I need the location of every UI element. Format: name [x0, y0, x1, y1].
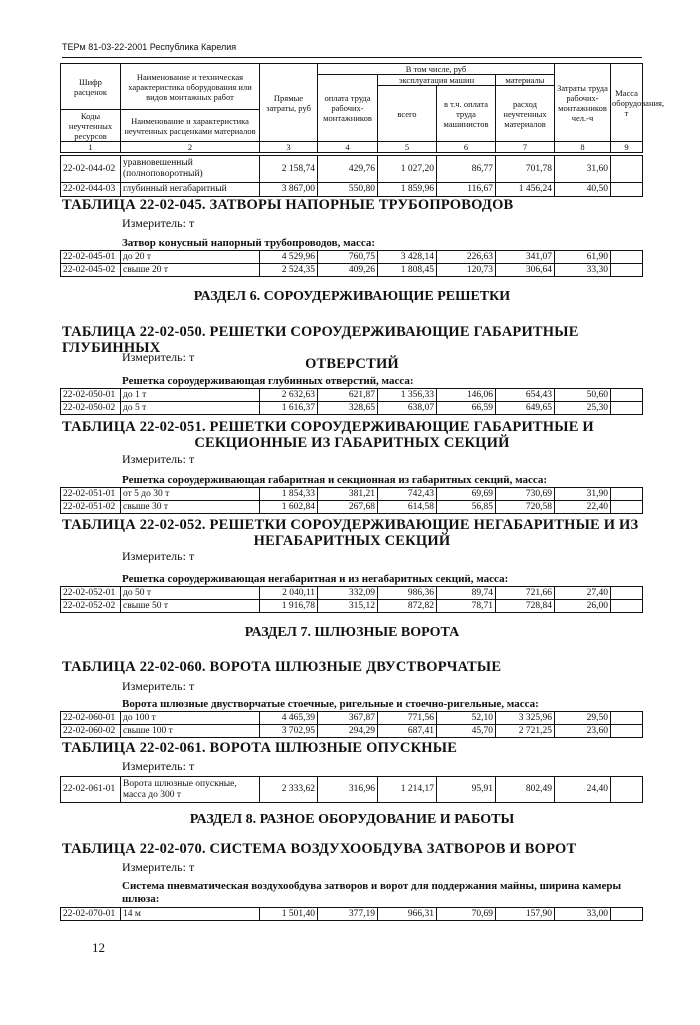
rows-044 — [60, 155, 643, 197]
row-mass — [611, 908, 643, 921]
row-machinist: 146,06 — [437, 389, 496, 402]
rows-050 — [60, 388, 643, 415]
row-machinist: 56,85 — [437, 501, 496, 514]
col-materials-header: материалы — [496, 75, 555, 86]
row-name: до 50 т — [121, 587, 260, 600]
table-061-measure: Измеритель: т — [122, 759, 195, 773]
table-052-title-line1: ТАБЛИЦА 22-02-052. РЕШЕТКИ СОРОУДЕРЖИВАЮЩИЕ НЕГАБАРИТНЫЕ И ИЗ — [62, 517, 639, 533]
row-machinist: 120,73 — [437, 264, 496, 277]
row-pay: 332,09 — [318, 587, 378, 600]
row-code: 22-02-050-02 — [61, 402, 121, 415]
row-machinist: 69,69 — [437, 488, 496, 501]
table-row — [61, 389, 643, 402]
table-row — [61, 712, 643, 725]
row-pay: 381,21 — [318, 488, 378, 501]
running-header: ТЕРм 81-03-22-2001 Республика Карелия — [62, 42, 237, 52]
row-code: 22-02-060-01 — [61, 712, 121, 725]
table-row — [61, 587, 643, 600]
row-name: до 1 т — [121, 389, 260, 402]
col-name-res-header: Наименование и характеристика неучтенных расценками материалов — [121, 110, 260, 142]
row-name: свыше 30 т — [121, 501, 260, 514]
row-name: до 5 т — [121, 402, 260, 415]
table-070-group: Система пневматическая воздухообдува затворов и ворот для поддержания майны, ширина камеры шлюза: — [122, 880, 622, 905]
col-code-header: Шифр расценок — [61, 64, 121, 110]
row-direct: 1 501,40 — [260, 908, 318, 921]
row-machinist: 70,69 — [437, 908, 496, 921]
section-6-heading: РАЗДЕЛ 6. СОРОУДЕРЖИВАЮЩИЕ РЕШЕТКИ — [193, 289, 511, 304]
row-direct: 1 916,78 — [260, 600, 318, 613]
row-mass — [611, 183, 643, 197]
row-mass — [611, 156, 643, 183]
row-code: 22-02-052-01 — [61, 587, 121, 600]
table-045-measure: Измеритель: т — [122, 216, 195, 230]
row-name: свыше 20 т — [121, 264, 260, 277]
row-direct: 4 529,96 — [260, 251, 318, 264]
row-total: 1 214,17 — [378, 777, 437, 803]
page-number: 12 — [92, 940, 105, 955]
col-num: 1 — [61, 142, 121, 153]
row-code: 22-02-045-02 — [61, 264, 121, 277]
rows-070 — [60, 907, 643, 921]
row-labor: 31,90 — [555, 488, 611, 501]
row-pay: 621,87 — [318, 389, 378, 402]
row-code: 22-02-060-02 — [61, 725, 121, 738]
col-name-header: Наименование и техническая характеристика оборудования или видов монтажных работ — [121, 64, 260, 110]
row-pay: 550,80 — [318, 183, 378, 197]
row-materials: 721,66 — [496, 587, 555, 600]
table-052-title — [62, 517, 642, 549]
table-row — [61, 402, 643, 415]
row-mass — [611, 725, 643, 738]
col-num: 6 — [437, 142, 496, 153]
row-name: до 100 т — [121, 712, 260, 725]
row-mass — [611, 389, 643, 402]
col-total-header: всего — [378, 86, 437, 142]
row-materials: 649,65 — [496, 402, 555, 415]
table-row — [61, 264, 643, 277]
row-materials: 720,58 — [496, 501, 555, 514]
row-machinist: 52,10 — [437, 712, 496, 725]
row-materials: 728,84 — [496, 600, 555, 613]
row-total: 1 356,33 — [378, 389, 437, 402]
table-051-title-line2: СЕКЦИОННЫЕ ИЗ ГАБАРИТНЫХ СЕКЦИЙ — [194, 435, 510, 451]
row-code: 22-02-050-01 — [61, 389, 121, 402]
row-name: 14 м — [121, 908, 260, 921]
table-row — [61, 251, 643, 264]
row-name: Ворота шлюзные опускные, масса до 300 т — [121, 777, 260, 803]
row-machinist: 95,91 — [437, 777, 496, 803]
col-incl-header: В том числе, руб — [318, 64, 555, 75]
row-labor: 33,30 — [555, 264, 611, 277]
row-total: 1 027,20 — [378, 156, 437, 183]
table-060-measure: Измеритель: т — [122, 679, 195, 693]
row-direct: 1 602,84 — [260, 501, 318, 514]
row-pay: 316,96 — [318, 777, 378, 803]
row-code: 22-02-045-01 — [61, 251, 121, 264]
col-num: 5 — [378, 142, 437, 153]
table-row — [61, 600, 643, 613]
col-machinist-header: в т.ч. оплата труда машинистов — [437, 86, 496, 142]
row-code: 22-02-051-01 — [61, 488, 121, 501]
row-direct: 2 158,74 — [260, 156, 318, 183]
row-mass — [611, 501, 643, 514]
col-num: 2 — [121, 142, 260, 153]
row-materials: 730,69 — [496, 488, 555, 501]
row-total: 771,56 — [378, 712, 437, 725]
table-row — [61, 777, 643, 803]
row-labor: 50,60 — [555, 389, 611, 402]
row-total: 687,41 — [378, 725, 437, 738]
row-labor: 24,40 — [555, 777, 611, 803]
rows-051 — [60, 487, 643, 514]
row-direct: 2 040,11 — [260, 587, 318, 600]
row-code: 22-02-051-02 — [61, 501, 121, 514]
row-name: уравновешенный (полноповоротный) — [121, 156, 260, 183]
row-pay: 267,68 — [318, 501, 378, 514]
col-exploit-header: эксплуатация машин — [378, 75, 496, 86]
col-num: 4 — [318, 142, 378, 153]
row-materials: 701,78 — [496, 156, 555, 183]
row-machinist: 66,59 — [437, 402, 496, 415]
row-materials: 654,43 — [496, 389, 555, 402]
row-pay: 377,19 — [318, 908, 378, 921]
table-045-title: ТАБЛИЦА 22-02-045. ЗАТВОРЫ НАПОРНЫЕ ТРУБОПРОВОДОВ — [62, 197, 514, 213]
row-materials: 1 456,24 — [496, 183, 555, 197]
table-070-measure: Измеритель: т — [122, 860, 195, 874]
row-name: от 5 до 30 т — [121, 488, 260, 501]
row-mass — [611, 600, 643, 613]
table-050-title-line2: ОТВЕРСТИЙ — [305, 356, 399, 372]
row-materials: 802,49 — [496, 777, 555, 803]
table-050-title-line1: ТАБЛИЦА 22-02-050. РЕШЕТКИ СОРОУДЕРЖИВАЮЩИЕ ГАБАРИТНЫЕ ГЛУБИННЫХ — [62, 324, 579, 356]
row-total: 614,58 — [378, 501, 437, 514]
row-code: 22-02-061-01 — [61, 777, 121, 803]
row-mass — [611, 251, 643, 264]
row-mass — [611, 777, 643, 803]
row-mass — [611, 712, 643, 725]
col-labor-header: Затраты труда рабочих-монтажников чел.-ч — [555, 64, 611, 142]
row-materials: 341,07 — [496, 251, 555, 264]
row-labor: 33,00 — [555, 908, 611, 921]
row-mass — [611, 587, 643, 600]
table-052-group: Решетка сороудерживающая негабаритная и из негабаритных секций, масса: — [122, 573, 509, 585]
row-pay: 760,75 — [318, 251, 378, 264]
row-direct: 2 632,63 — [260, 389, 318, 402]
row-labor: 25,30 — [555, 402, 611, 415]
row-machinist: 78,71 — [437, 600, 496, 613]
row-code: 22-02-044-03 — [61, 183, 121, 197]
row-code: 22-02-044-02 — [61, 156, 121, 183]
table-row — [61, 488, 643, 501]
col-pay-header: оплата труда рабочих-монтажников — [318, 75, 378, 142]
row-name: глубинный негабаритный — [121, 183, 260, 197]
table-051-group: Решетка сороудерживающая габаритная и секционная из габаритных секций, масса: — [122, 474, 548, 486]
table-051-title-line1: ТАБЛИЦА 22-02-051. РЕШЕТКИ СОРОУДЕРЖИВАЮЩИЕ ГАБАРИТНЫЕ И — [62, 419, 594, 435]
row-labor: 40,50 — [555, 183, 611, 197]
table-052-measure: Измеритель: т — [122, 549, 195, 563]
section-8-heading: РАЗДЕЛ 8. РАЗНОЕ ОБОРУДОВАНИЕ И РАБОТЫ — [189, 812, 515, 827]
row-pay: 429,76 — [318, 156, 378, 183]
row-total: 1 859,96 — [378, 183, 437, 197]
row-total: 966,31 — [378, 908, 437, 921]
row-materials: 2 721,25 — [496, 725, 555, 738]
col-num: 3 — [260, 142, 318, 153]
row-labor: 29,50 — [555, 712, 611, 725]
row-total: 872,82 — [378, 600, 437, 613]
row-labor: 61,90 — [555, 251, 611, 264]
col-codes-res-header: Коды неучтенных ресурсов — [61, 110, 121, 142]
row-code: 22-02-052-02 — [61, 600, 121, 613]
row-pay: 328,65 — [318, 402, 378, 415]
row-labor: 27,40 — [555, 587, 611, 600]
row-direct: 2 333,62 — [260, 777, 318, 803]
col-num: 8 — [555, 142, 611, 153]
col-num: 7 — [496, 142, 555, 153]
col-mass-header: Масса оборудования, т — [611, 64, 643, 142]
row-name: до 20 т — [121, 251, 260, 264]
row-code: 22-02-070-01 — [61, 908, 121, 921]
row-mass — [611, 264, 643, 277]
row-labor: 23,60 — [555, 725, 611, 738]
rows-061 — [60, 776, 643, 803]
row-mass — [611, 402, 643, 415]
row-direct: 1 616,37 — [260, 402, 318, 415]
rows-060 — [60, 711, 643, 738]
table-050-group: Решетка сороудерживающая глубинных отверстий, масса: — [122, 375, 414, 387]
table-060-group: Ворота шлюзные двустворчатые стоечные, ригельные и стоечно-ригельные, масса: — [122, 698, 539, 710]
col-num: 9 — [611, 142, 643, 153]
row-machinist: 116,67 — [437, 183, 496, 197]
row-labor: 31,60 — [555, 156, 611, 183]
table-row — [61, 183, 643, 197]
row-mass — [611, 488, 643, 501]
table-051-measure: Измеритель: т — [122, 452, 195, 466]
row-machinist: 45,70 — [437, 725, 496, 738]
row-machinist: 226,63 — [437, 251, 496, 264]
row-materials: 157,90 — [496, 908, 555, 921]
table-061-title: ТАБЛИЦА 22-02-061. ВОРОТА ШЛЮЗНЫЕ ОПУСКНЫЕ — [62, 740, 458, 756]
row-total: 3 428,14 — [378, 251, 437, 264]
row-direct: 4 465,39 — [260, 712, 318, 725]
row-materials: 306,64 — [496, 264, 555, 277]
row-pay: 294,29 — [318, 725, 378, 738]
row-labor: 26,00 — [555, 600, 611, 613]
row-machinist: 86,77 — [437, 156, 496, 183]
row-pay: 315,12 — [318, 600, 378, 613]
table-070-title: ТАБЛИЦА 22-02-070. СИСТЕМА ВОЗДУХООБДУВА ЗАТВОРОВ И ВОРОТ — [62, 841, 577, 857]
column-header-table — [60, 63, 665, 153]
header-rule — [62, 57, 642, 58]
row-total: 638,07 — [378, 402, 437, 415]
row-direct: 1 854,33 — [260, 488, 318, 501]
row-total: 986,36 — [378, 587, 437, 600]
col-direct-header: Прямые затраты, руб — [260, 64, 318, 142]
table-045-group: Затвор конусный напорный трубопроводов, масса: — [122, 237, 376, 249]
row-materials: 3 325,96 — [496, 712, 555, 725]
row-total: 1 808,45 — [378, 264, 437, 277]
row-labor: 22,40 — [555, 501, 611, 514]
section-7-heading: РАЗДЕЛ 7. ШЛЮЗНЫЕ ВОРОТА — [244, 625, 460, 640]
table-052-title-line2: НЕГАБАРИТНЫХ СЕКЦИЙ — [253, 533, 451, 549]
table-row — [61, 908, 643, 921]
row-direct: 3 702,95 — [260, 725, 318, 738]
row-direct: 2 524,35 — [260, 264, 318, 277]
table-060-title: ТАБЛИЦА 22-02-060. ВОРОТА ШЛЮЗНЫЕ ДВУСТВОРЧАТЫЕ — [62, 659, 502, 675]
table-050-measure: Измеритель: т — [122, 350, 195, 364]
rows-045 — [60, 250, 643, 277]
table-051-title — [62, 419, 642, 451]
table-row — [61, 156, 643, 183]
row-direct: 3 867,00 — [260, 183, 318, 197]
table-row — [61, 501, 643, 514]
row-name: свыше 50 т — [121, 600, 260, 613]
row-pay: 367,87 — [318, 712, 378, 725]
rows-052 — [60, 586, 643, 613]
row-pay: 409,26 — [318, 264, 378, 277]
row-machinist: 89,74 — [437, 587, 496, 600]
row-name: свыше 100 т — [121, 725, 260, 738]
row-total: 742,43 — [378, 488, 437, 501]
table-row — [61, 725, 643, 738]
col-mat-cons-header: расход неучтенных материалов — [496, 86, 555, 142]
